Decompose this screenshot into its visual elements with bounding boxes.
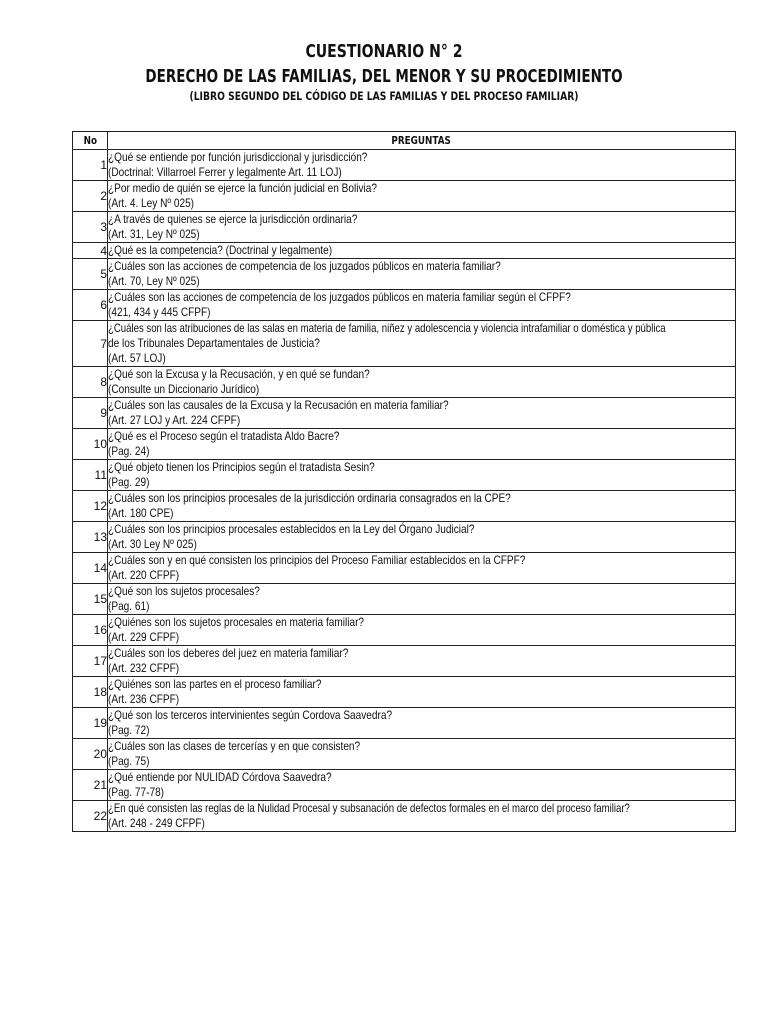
reference-line: (Art. 180 CPE) bbox=[108, 506, 174, 520]
reference-line: (Art. 248 - 249 CFPF) bbox=[108, 816, 205, 830]
document-note: (LIBRO SEGUNDO DEL CÓDIGO DE LAS FAMILIAS Y DEL PROCESO FAMILIAR) bbox=[189, 89, 579, 103]
table-row bbox=[73, 259, 736, 290]
table-row bbox=[73, 429, 736, 460]
table-row bbox=[73, 243, 736, 259]
question-line: ¿Qué son la Excusa y la Recusación, y en qué se fundan? bbox=[108, 367, 370, 381]
question-number: 12 bbox=[73, 491, 108, 522]
question-text bbox=[108, 584, 736, 615]
question-number: 19 bbox=[73, 708, 108, 739]
reference-line: (Art. 31, Ley Nº 025) bbox=[108, 227, 200, 241]
reference-line: (Consulte un Diccionario Jurídico) bbox=[108, 382, 260, 396]
question-text bbox=[108, 522, 736, 553]
table-row bbox=[73, 522, 736, 553]
table-row bbox=[73, 212, 736, 243]
question-line: ¿Cuáles son las atribuciones de las salas en materia de familia, niñez y adolescencia y violencia intrafamiliar o doméstica y pública bbox=[108, 321, 666, 335]
reference-line: (421, 434 y 445 CFPF) bbox=[108, 305, 211, 319]
question-number: 1 bbox=[73, 150, 108, 181]
question-line: ¿Qué es la competencia? (Doctrinal y legalmente) bbox=[108, 243, 333, 257]
table-row bbox=[73, 615, 736, 646]
reference-line: (Pag. 72) bbox=[108, 723, 150, 737]
table-row bbox=[73, 801, 736, 832]
table-row bbox=[73, 677, 736, 708]
table-row bbox=[73, 367, 736, 398]
table-row bbox=[73, 398, 736, 429]
table-header-row bbox=[73, 132, 736, 150]
reference-line: (Pag. 24) bbox=[108, 444, 150, 458]
question-number: 10 bbox=[73, 429, 108, 460]
question-line: ¿Qué son los terceros intervinientes según Cordova Saavedra? bbox=[108, 708, 393, 722]
question-text bbox=[108, 708, 736, 739]
question-number: 2 bbox=[73, 181, 108, 212]
question-number: 9 bbox=[73, 398, 108, 429]
question-number: 22 bbox=[73, 801, 108, 832]
reference-line: (Doctrinal: Villarroel Ferrer y legalmente Art. 11 LOJ) bbox=[108, 165, 342, 179]
question-text bbox=[108, 398, 736, 429]
question-text bbox=[108, 553, 736, 584]
question-number: 14 bbox=[73, 553, 108, 584]
reference-line: (Pag. 77-78) bbox=[108, 785, 165, 799]
question-line: ¿En qué consisten las reglas de la Nulidad Procesal y subsanación de defectos formales en el marco del proceso familiar? bbox=[108, 801, 630, 815]
question-line: ¿Qué es el Proceso según el tratadista Aldo Bacre? bbox=[108, 429, 340, 443]
question-number: 16 bbox=[73, 615, 108, 646]
question-text bbox=[108, 212, 736, 243]
reference-line: (Art. 27 LOJ y Art. 224 CFPF) bbox=[108, 413, 241, 427]
table-row bbox=[73, 460, 736, 491]
table-row bbox=[73, 646, 736, 677]
question-line: ¿Cuáles son las acciones de competencia de los juzgados públicos en materia familiar según el CFPF? bbox=[108, 290, 571, 304]
document-title: CUESTIONARIO N° 2 bbox=[305, 41, 463, 62]
question-text bbox=[108, 259, 736, 290]
question-line: ¿Cuáles son las causales de la Excusa y la Recusación en materia familiar? bbox=[108, 398, 449, 412]
question-text bbox=[108, 367, 736, 398]
question-line: ¿Cuáles son los principios procesales establecidos en la Ley del Órgano Judicial? bbox=[108, 522, 475, 536]
table-row bbox=[73, 584, 736, 615]
question-text bbox=[108, 739, 736, 770]
question-line: ¿Qué son los sujetos procesales? bbox=[108, 584, 260, 598]
question-line: ¿Cuáles son y en qué consisten los principios del Proceso Familiar establecidos en la CFPF? bbox=[108, 553, 526, 567]
question-number: 15 bbox=[73, 584, 108, 615]
question-number: 4 bbox=[73, 243, 108, 259]
question-line: ¿Quiénes son los sujetos procesales en materia familiar? bbox=[108, 615, 365, 629]
question-number: 17 bbox=[73, 646, 108, 677]
question-text bbox=[108, 243, 736, 259]
question-number: 18 bbox=[73, 677, 108, 708]
header-questions: PREGUNTAS bbox=[108, 132, 736, 150]
table-row bbox=[73, 553, 736, 584]
question-text bbox=[108, 770, 736, 801]
table-body bbox=[73, 150, 736, 832]
reference-line: (Pag. 61) bbox=[108, 599, 150, 613]
questions-table bbox=[72, 131, 736, 832]
reference-line: (Art. 229 CFPF) bbox=[108, 630, 180, 644]
reference-line: (Art. 30 Ley Nº 025) bbox=[108, 537, 197, 551]
question-line: ¿Cuáles son las clases de tercerías y en que consisten? bbox=[108, 739, 361, 753]
question-line: ¿Qué objeto tienen los Principios según el tratadista Sesin? bbox=[108, 460, 375, 474]
table-row bbox=[73, 150, 736, 181]
question-text bbox=[108, 321, 736, 367]
question-text bbox=[108, 429, 736, 460]
question-text bbox=[108, 460, 736, 491]
header-number: No bbox=[73, 132, 108, 150]
table-row bbox=[73, 708, 736, 739]
question-number: 6 bbox=[73, 290, 108, 321]
question-line: ¿Cuáles son los principios procesales de la jurisdicción ordinaria consagrados en la CPE? bbox=[108, 491, 511, 505]
question-text bbox=[108, 290, 736, 321]
document-subtitle: DERECHO DE LAS FAMILIAS, DEL MENOR Y SU PROCEDIMIENTO bbox=[145, 66, 623, 87]
question-number: 3 bbox=[73, 212, 108, 243]
reference-line: (Art. 57 LOJ) bbox=[108, 351, 166, 365]
table-row bbox=[73, 290, 736, 321]
table-row bbox=[73, 321, 736, 367]
question-line: ¿Cuáles son los deberes del juez en materia familiar? bbox=[108, 646, 349, 660]
table-row bbox=[73, 491, 736, 522]
question-number: 21 bbox=[73, 770, 108, 801]
question-line: ¿Quiénes son las partes en el proceso familiar? bbox=[108, 677, 322, 691]
question-line: ¿Por medio de quién se ejerce la función judicial en Bolivia? bbox=[108, 181, 377, 195]
question-number: 13 bbox=[73, 522, 108, 553]
reference-line: (Art. 220 CFPF) bbox=[108, 568, 180, 582]
question-number: 8 bbox=[73, 367, 108, 398]
reference-line: (Art. 70, Ley Nº 025) bbox=[108, 274, 200, 288]
question-number: 11 bbox=[73, 460, 108, 491]
question-text bbox=[108, 615, 736, 646]
question-number: 7 bbox=[73, 321, 108, 367]
question-line: ¿Cuáles son las acciones de competencia de los juzgados públicos en materia familiar? bbox=[108, 259, 501, 273]
table-row bbox=[73, 739, 736, 770]
question-line: ¿Qué entiende por NULIDAD Córdova Saavedra? bbox=[108, 770, 332, 784]
question-text bbox=[108, 150, 736, 181]
question-text bbox=[108, 181, 736, 212]
reference-line: (Pag. 29) bbox=[108, 475, 150, 489]
document-header bbox=[0, 40, 768, 104]
question-line: ¿Qué se entiende por función jurisdiccional y jurisdicción? bbox=[108, 150, 368, 164]
question-text bbox=[108, 677, 736, 708]
question-text bbox=[108, 646, 736, 677]
reference-line: (Pag. 75) bbox=[108, 754, 150, 768]
question-number: 20 bbox=[73, 739, 108, 770]
question-line: ¿A través de quienes se ejerce la jurisdicción ordinaria? bbox=[108, 212, 358, 226]
reference-line: de los Tribunales Departamentales de Justicia? bbox=[108, 336, 320, 350]
question-text bbox=[108, 491, 736, 522]
table-row bbox=[73, 181, 736, 212]
reference-line: (Art. 4. Ley Nº 025) bbox=[108, 196, 195, 210]
question-text bbox=[108, 801, 736, 832]
table-row bbox=[73, 770, 736, 801]
question-number: 5 bbox=[73, 259, 108, 290]
reference-line: (Art. 236 CFPF) bbox=[108, 692, 180, 706]
reference-line: (Art. 232 CFPF) bbox=[108, 661, 180, 675]
